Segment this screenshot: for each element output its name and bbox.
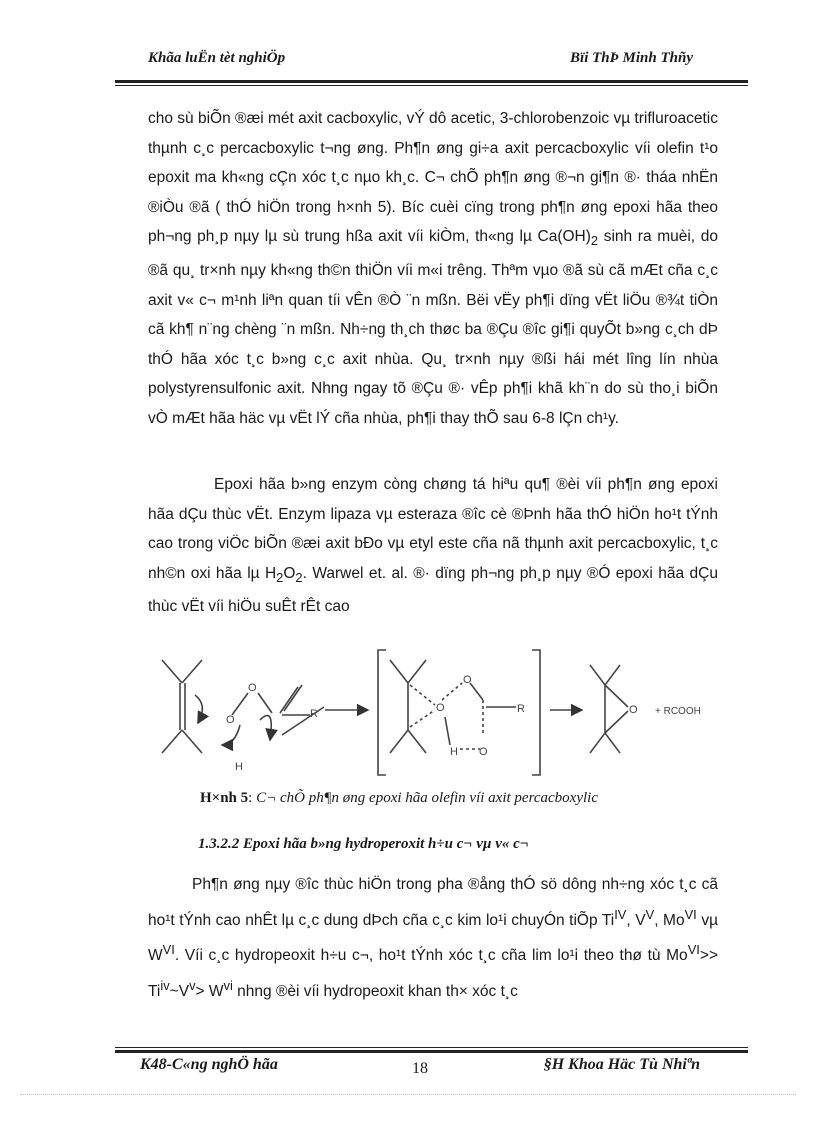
footer-rule [115,1050,748,1053]
product-atom-o: O [629,704,638,716]
footer-university: §H Khoa Häc Tù Nhiªn [543,1056,700,1073]
paragraph-enzyme: Epoxi hãa b»ng enzym còng chøng tá hiªu qu¶ ®èi víi ph¶n øng epoxi hãa dÇu thùc vËt. Enzym lipaza vµ esteraza ®îc cè ®Þnh hãa thÓ hiÖn ho¹t tÝnh cao trong viÖc biÕn ®æi axit bÐo vµ etyl este cña nã thµnh axit percacboxylic, t¸c nh©n oxi hãa lµ $H_2O_2$. Warwel et. al. ®· dïng ph¬ng ph¸p nµy ®Ó epoxi hãa dÇu thùc vËt víi hiÖu suÊt rÊt cao [148,476,718,616]
atom-o1: O [226,714,235,726]
section-heading: 1.3.2.2 Epoxi hãa b»ng hydroperoxit h÷u c¬ vµ v« c¬ [198,836,529,852]
product-epoxide [590,665,628,753]
reactant-olefin [162,660,271,753]
header-rule [115,80,748,83]
atom-h: H [235,761,243,773]
atom-o2: O [248,682,257,694]
header-rule-thin [115,85,748,86]
reaction-mechanism-figure [150,645,710,780]
header-thesis-title: Khãa luËn tèt nghiÖp [148,50,286,66]
ts-atom-h: H [450,746,458,758]
ts-atom-o2: O [463,674,472,686]
paragraph-peracid: cho sù biÕn ®æi mét axit cacboxylic, vÝ dô acetic, 3-chlorobenzoic vµ trifluroacetic thµnh c¸c percacboxylic t¬ng øng. Ph¶n øng gi÷a axit percacboxylic víi olefin t¹o epoxit ma kh«ng cÇn xóc t¸c nµo kh¸c. C¬ chÕ ph¶n øng ®¬n gi¶n ®· tháa nhËn ®iÒu ®ã ( thÓ hiÖn trong h×nh 5). Bíc cuèi cïng trong ph¶n øng epoxi hãa theo ph¬ng ph¸p nµy lµ sù trung hßa axit víi kiÒm, th«ng lµ $Ca(OH)_2$ sinh ra muèi, do ®ã qu¸ tr×nh nµy kh«ng th©n thiÖn víi m«i trêng. Thªm vµo ®ã sù cã mÆt cña c¸c axit v« c¬ m¹nh liªn quan tíi vÊn ®Ò ¨n mßn. Bëi vËy ph¶i dïng vËt liÖu ®¾t tiÒn cã kh¶ n¨ng chèng ¨n mßn. Nh÷ng th¸ch thøc ba ®Çu ®îc gi¶i quyÕt b»ng c¸ch dÞ thÓ hãa xóc t¸c b»ng c¸c axit nhùa. Qu¸ tr×nh nµy ®ßi hái mét lîng lín nhùa polystyrensulfonic axit. Nhng ngay tõ ®Çu ®· vÊp ph¶i khã kh¨n do sù tho¸i biÕn vÒ mÆt hãa häc vµ vËt lÝ cña nhùa, ph¶i thay thÕ sau 6-8 lÇn ch¹y. [148,110,718,428]
figure-caption: H×nh 5: C¬ chÕ ph¶n øng epoxi hãa olefin víi axit percacboxylic [200,790,598,806]
paragraph-hydroperoxide: Ph¶n øng nµy ®îc thùc hiÖn trong pha ®ång thÓ sö dông nh÷ng xóc t¸c cã ho¹t tÝnh cao nhÊt lµ c¸c dung dÞch cña c¸c kim lo¹i chuyÓn tiÕp $Ti^{IV}$, $V^V$, $Mo^{VI}$ vµ $W^{VI}$. Víi c¸c hydropeoxit h÷u c¬, ho¹t tÝnh xóc t¸c cña lim lo¹i theo thø tù $Mo^{VI}>>$ $Ti^{iv}\sim V^v> W^{vi}$ nhng ®èi víi hydropeoxit khan th× xóc t¸c [148,876,718,1001]
ts-atom-r: R [517,703,525,715]
page-footer [140,1056,700,1080]
footer-department: K48-C«ng nghÖ hãa [140,1056,278,1073]
page-number: 18 [412,1060,428,1077]
page-bottom-dotted-line [20,1094,796,1095]
footer-rule-thin [115,1047,748,1048]
header-author: Bïi ThÞ Minh Thñy [570,50,693,66]
atom-r: R [310,708,318,720]
transition-state [378,650,540,775]
ts-atom-o1: O [436,702,445,714]
ts-atom-o3: O [479,746,488,758]
product-rcooh: + RCOOH [655,706,701,717]
page-header [148,48,693,72]
